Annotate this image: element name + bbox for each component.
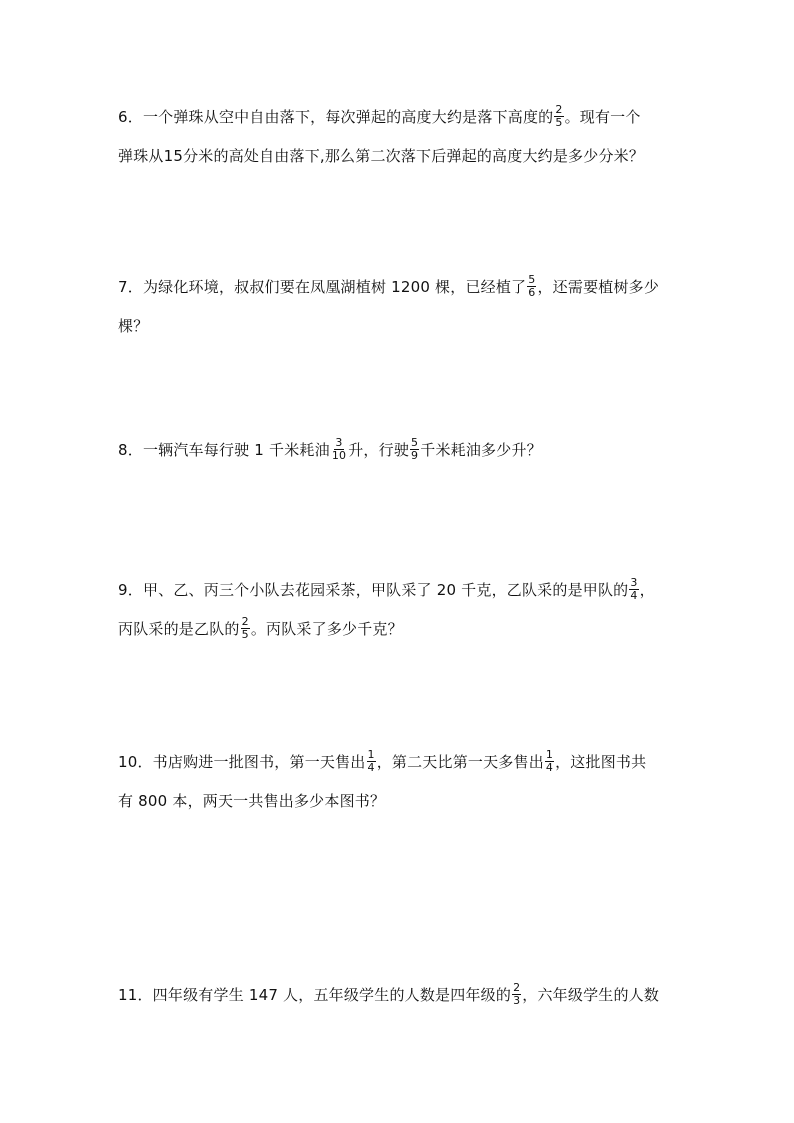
fraction-numerator: 2 bbox=[241, 615, 249, 628]
fraction-1-4 bbox=[545, 749, 554, 774]
question-8-text-3: 千米耗油多少升？ bbox=[420, 441, 542, 459]
fraction-3-10 bbox=[331, 437, 347, 462]
question-11-text-2: ，六年级学生的人数 bbox=[522, 986, 660, 1004]
question-7-line-2: 棵？ bbox=[118, 317, 149, 335]
question-11 bbox=[118, 976, 680, 1015]
fraction-denominator: 4 bbox=[367, 761, 375, 774]
question-9-text-1: 9．甲、乙、丙三个小队去花园采茶，甲队采了 20 千克，乙队采的是甲队的 bbox=[118, 581, 629, 599]
fraction-denominator: 10 bbox=[331, 449, 347, 462]
fraction-2-3 bbox=[512, 982, 521, 1007]
question-10-line-1 bbox=[118, 743, 680, 782]
question-10-line-2: 有 800 本，两天一共售出多少本图书？ bbox=[118, 792, 386, 810]
question-9-text-2: ， bbox=[639, 581, 655, 599]
fraction-denominator: 5 bbox=[555, 116, 563, 129]
fraction-numerator: 3 bbox=[630, 576, 638, 589]
fraction-numerator: 5 bbox=[528, 273, 536, 286]
question-6-line-2: 弹珠从15分米的高处自由落下,那么第二次落下后弹起的高度大约是多少分米？ bbox=[118, 147, 645, 165]
question-6-line-1 bbox=[118, 98, 680, 137]
question-8-line-1 bbox=[118, 431, 680, 470]
question-9-text-3: 丙队采的是乙队的 bbox=[118, 620, 240, 638]
fraction-2-5 bbox=[554, 104, 563, 129]
question-10 bbox=[118, 743, 680, 821]
question-10-text-2: ，第二天比第一天多售出 bbox=[376, 753, 544, 771]
fraction-2-5 bbox=[241, 616, 250, 641]
question-8-text-2: 升，行驶 bbox=[348, 441, 410, 459]
question-9 bbox=[118, 571, 680, 649]
question-9-line-1 bbox=[118, 571, 680, 610]
fraction-numerator: 5 bbox=[411, 436, 419, 449]
question-9-text-4: 。丙队采了多少千克？ bbox=[250, 620, 403, 638]
fraction-denominator: 4 bbox=[630, 589, 638, 602]
fraction-numerator: 2 bbox=[513, 981, 521, 994]
question-10-text-1: 10．书店购进一批图书，第一天售出 bbox=[118, 753, 366, 771]
fraction-denominator: 9 bbox=[411, 449, 419, 462]
question-11-line-1 bbox=[118, 976, 680, 1015]
question-8 bbox=[118, 431, 680, 470]
fraction-numerator: 1 bbox=[545, 748, 554, 761]
question-10-text-3: ，这批图书共 bbox=[555, 753, 647, 771]
fraction-denominator: 5 bbox=[241, 628, 249, 641]
fraction-5-6 bbox=[527, 274, 536, 299]
fraction-denominator: 3 bbox=[513, 994, 521, 1007]
question-6-text-1: 6．一个弹珠从空中自由落下，每次弹起的高度大约是落下高度的 bbox=[118, 108, 554, 126]
fraction-numerator: 1 bbox=[367, 748, 375, 761]
fraction-1-4 bbox=[367, 749, 376, 774]
fraction-5-9 bbox=[410, 437, 419, 462]
question-7-text-1: 7．为绿化环境，叔叔们要在凤凰湖植树 1200 棵，已经植了 bbox=[118, 278, 527, 296]
fraction-numerator: 2 bbox=[555, 103, 563, 116]
fraction-3-4 bbox=[629, 577, 638, 602]
question-9-line-2 bbox=[118, 610, 680, 649]
question-7-text-2: ，还需要植树多少 bbox=[537, 278, 660, 296]
fraction-denominator: 4 bbox=[545, 761, 554, 774]
question-6 bbox=[118, 98, 680, 176]
fraction-numerator: 3 bbox=[335, 436, 343, 449]
question-8-text-1: 8．一辆汽车每行驶 1 千米耗油 bbox=[118, 441, 330, 459]
question-11-text-1: 11．四年级有学生 147 人，五年级学生的人数是四年级的 bbox=[118, 986, 512, 1004]
question-7 bbox=[118, 268, 680, 346]
fraction-denominator: 6 bbox=[528, 286, 536, 299]
question-7-line-1 bbox=[118, 268, 680, 307]
question-6-text-2: 。现有一个 bbox=[564, 108, 641, 126]
